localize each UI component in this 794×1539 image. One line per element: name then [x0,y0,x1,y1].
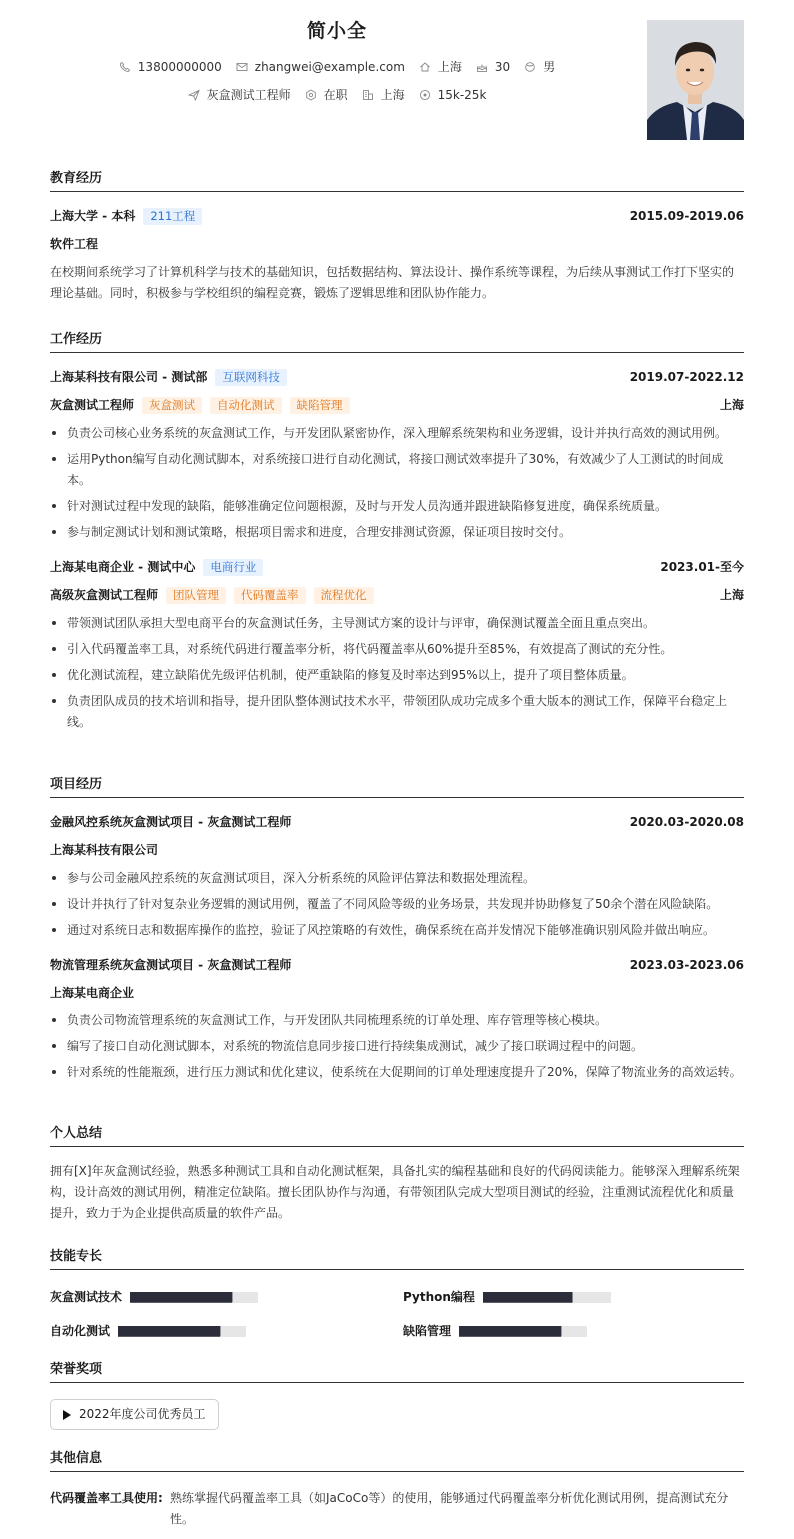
skill-item [50,1280,403,1314]
award-text: 2022年度公司优秀员工 [79,1407,206,1422]
list-item: 负责团队成员的技术培训和指导，提升团队整体测试技术水平，带领团队成功完成多个重大版本的测试工作，保障平台稳定上线。 [50,691,744,733]
work-item [50,369,744,543]
work-section [50,331,744,733]
summary-text: 拥有[X]年灰盒测试经验，熟悉多种测试工具和自动化测试框架，具备扎实的编程基础和良好的代码阅读能力。能够深入理解系统架构，设计高效的测试用例，精准定位缺陷。擅长团队协作与沟通，有带领团队完成大型项目测试的经验，注重测试流程优化和质量提升，致力于为企业提供高质量的软件产品。 [50,1164,740,1221]
project-name: 金融风控系统灰盒测试项目 - 灰盒测试工程师 [50,815,292,830]
skills-grid [50,1280,744,1348]
list-item: 针对系统的性能瓶颈，进行压力测试和优化建议，使系统在大促期间的订单处理速度提升了20%，保障了物流业务的高效运转。 [50,1062,744,1083]
skill-bar [118,1326,246,1337]
email-text: zhangwei@example.com [254,60,405,74]
list-item: 参与制定测试计划和测试策略，根据项目需求和进度，合理安排测试资源，保证项目按时交付。 [50,522,744,543]
gender-info [524,59,555,76]
age-info [476,59,510,76]
list-item: 引入代码覆盖率工具，对系统代码进行覆盖率分析，将代码覆盖率从60%提升至85%，有效提高了测试的充分性。 [50,639,744,660]
work-skill-tag: 灰盒测试 [142,397,202,414]
skill-name: 缺陷管理 [403,1323,452,1338]
target-city-text: 上海 [380,88,405,102]
work-company-line [50,369,287,386]
skill-bar [483,1292,611,1303]
work-skill-tag: 代码覆盖率 [234,587,306,604]
skill-item [50,1314,403,1348]
work-industry-tag: 电商行业 [203,559,263,576]
job-intent-row [50,87,624,104]
project-item [50,957,744,1084]
salary-info [419,87,487,104]
skill-bar-fill [118,1326,220,1337]
building-icon [362,89,374,101]
skill-bar-fill [130,1292,232,1303]
candidate-name: 简小全 [306,20,367,42]
job-title-text: 灰盒测试工程师 [206,88,291,102]
work-period: 2019.07-2022.12 [629,370,744,385]
list-item: 负责公司物流管理系统的灰盒测试工作，与开发团队共同梳理系统的订单处理、库存管理等核心模块。 [50,1010,744,1031]
skill-name: Python编程 [403,1289,475,1304]
settings-icon [305,89,317,101]
education-title: 教育经历 [50,170,744,192]
skill-item [403,1314,744,1348]
age-text: 30 [494,60,511,74]
phone-text: 13800000000 [137,60,222,74]
skill-name: 自动化测试 [50,1323,111,1338]
resume-header [50,0,744,160]
project-bullets [50,868,744,941]
education-section [50,170,744,304]
work-bullets [50,423,744,543]
list-item: 带领测试团队承担大型电商平台的灰盒测试任务，主导测试方案的设计与评审，确保测试覆盖全面且重点突出。 [50,613,744,634]
contact-row [50,59,624,76]
list-item: 运用Python编写自动化测试脚本，对系统接口进行自动化测试，将接口测试效率提升了30%，有效减少了人工测试的时间成本。 [50,449,744,491]
other-section [50,1450,744,1530]
work-position-row [50,587,744,604]
awards-section [50,1361,744,1430]
target-city-info [362,87,405,104]
education-major: 软件工程 [50,237,99,252]
work-skill-tag: 团队管理 [166,587,226,604]
awards-title: 荣誉奖项 [50,1361,744,1383]
work-company: 上海某电商企业 - 测试中心 [50,560,196,575]
education-period: 2015.09-2019.06 [629,209,744,224]
work-company-row [50,559,744,576]
work-bullets [50,613,744,733]
work-position-line [50,587,374,604]
money-icon [419,89,431,101]
work-industry-tag: 互联网科技 [215,369,287,386]
work-title: 工作经历 [50,331,744,353]
city-info [419,59,462,76]
gender-icon [524,61,536,73]
send-icon [188,89,200,101]
work-item [50,559,744,733]
project-header-row [50,814,744,831]
skill-bar-fill [483,1292,573,1303]
project-period: 2020.03-2020.08 [629,815,744,830]
work-skill-tag: 流程优化 [314,587,374,604]
list-item: 参与公司金融风控系统的灰盒测试项目，深入分析系统的风险评估算法和数据处理流程。 [50,868,744,889]
project-header-row [50,957,744,974]
list-item: 设计并执行了针对复杂业务逻辑的测试用例，覆盖了不同风险等级的业务场景，共发现并协助修复了50余个潜在风险缺陷。 [50,894,744,915]
avatar-photo [647,20,744,140]
profile-photo [647,20,744,140]
work-company: 上海某科技有限公司 - 测试部 [50,370,208,385]
list-item: 通过对系统日志和数据库操作的监控，验证了风控策略的有效性，确保系统在高并发情况下能够准确识别风险并做出响应。 [50,920,744,941]
summary-title: 个人总结 [50,1125,744,1147]
project-period: 2023.03-2023.06 [629,957,744,972]
work-position: 高级灰盒测试工程师 [50,588,159,603]
education-description: 在校期间系统学习了计算机科学与技术的基础知识，包括数据结构、算法设计、操作系统等课程，为后续从事测试工作打下坚实的理论基础。同时，积极参与学校组织的编程竞赛，锻炼了逻辑思维和团队协作能力。 [50,264,735,300]
phone-icon [119,61,131,73]
work-position: 灰盒测试工程师 [50,398,135,413]
status-info [305,87,348,104]
list-item: 编写了接口自动化测试脚本，对系统的物流信息同步接口进行持续集成测试，减少了接口联调过程中的问题。 [50,1036,744,1057]
skills-title: 技能专长 [50,1248,744,1270]
other-row [50,1488,744,1530]
list-item: 针对测试过程中发现的缺陷，能够准确定位问题根源，及时与开发人员沟通并跟进缺陷修复进度，确保系统质量。 [50,496,744,517]
skill-bar [130,1292,258,1303]
work-company-row [50,369,744,386]
home-icon [419,61,431,73]
work-period: 2023.01-至今 [660,560,744,575]
list-item: 优化测试流程，建立缺陷优先级评估机制，使严重缺陷的修复及时率达到95%以上，提升了项目整体质量。 [50,665,744,686]
gender-text: 男 [543,60,556,74]
projects-section [50,776,744,1083]
work-location: 上海 [719,588,744,603]
salary-text: 15k-25k [437,88,487,102]
education-tag: 211工程 [143,208,202,225]
work-position-line [50,397,350,414]
award-toggle[interactable] [50,1399,219,1430]
project-bullets [50,1010,744,1083]
skills-section [50,1248,744,1348]
city-text: 上海 [437,60,462,74]
skill-bar-fill [459,1326,561,1337]
skill-name: 灰盒测试技术 [50,1289,123,1304]
work-company-line [50,559,263,576]
education-school: 上海大学 - 本科 [50,209,136,224]
projects-title: 项目经历 [50,776,744,798]
work-location: 上海 [719,398,744,413]
skill-item [403,1280,744,1314]
project-company: 上海某科技有限公司 [50,842,159,857]
project-item [50,814,744,941]
status-text: 在职 [323,88,348,102]
job-title-info [188,87,291,104]
education-header-row [50,208,744,225]
phone-info [119,59,222,76]
mail-icon [236,61,248,73]
work-skill-tag: 缺陷管理 [290,397,350,414]
email-info [236,59,405,76]
work-position-row [50,397,744,414]
list-item: 负责公司核心业务系统的灰盒测试工作，与开发团队紧密协作，深入理解系统架构和业务逻辑，设计并执行高效的测试用例。 [50,423,744,444]
project-name: 物流管理系统灰盒测试项目 - 灰盒测试工程师 [50,957,292,972]
work-skill-tag: 自动化测试 [210,397,282,414]
other-value: 熟练掌握代码覆盖率工具（如JaCoCo等）的使用，能够通过代码覆盖率分析优化测试用例，提高测试充分性。 [170,1491,729,1527]
project-company: 上海某电商企业 [50,985,135,1000]
summary-section [50,1125,744,1224]
cake-icon [476,61,488,73]
education-school-line [50,208,202,225]
skill-bar [459,1326,587,1337]
caret-right-icon [63,1410,71,1420]
other-label: 代码覆盖率工具使用: [50,1491,163,1506]
other-title: 其他信息 [50,1450,744,1472]
